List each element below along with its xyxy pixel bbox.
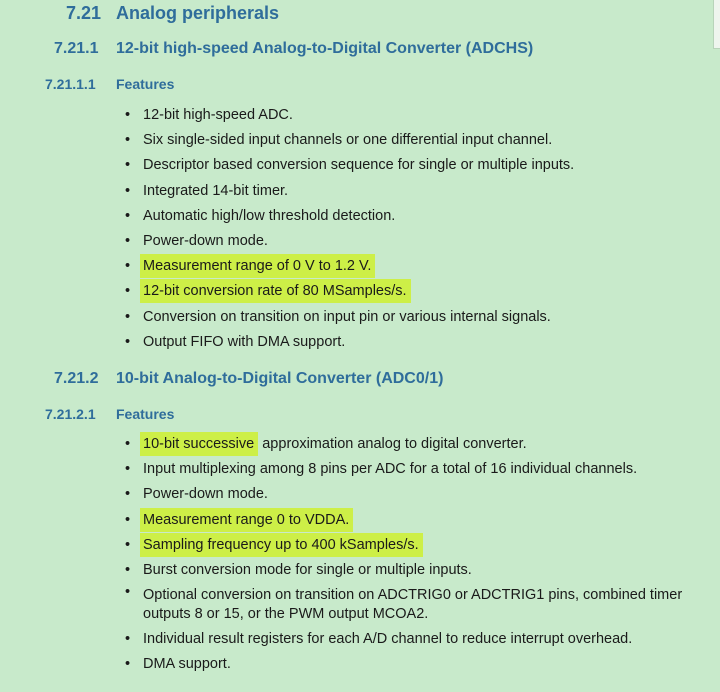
adchs-feature-list	[123, 103, 718, 355]
adchs-heading	[54, 39, 533, 59]
bullet-dot-icon: •	[125, 584, 131, 601]
adc01-features-heading	[45, 405, 174, 423]
feature-item	[123, 305, 718, 330]
highlighted-text: Sampling frequency up to 400 kSamples/s.	[140, 533, 423, 557]
bullet-dot-icon: •	[125, 461, 131, 478]
bullet-dot-icon: •	[125, 656, 131, 673]
section-number: 7.21	[66, 3, 102, 23]
feature-text: Integrated 14-bit timer.	[143, 182, 289, 199]
feature-item	[123, 583, 718, 627]
feature-text: DMA support.	[143, 656, 231, 673]
feature-item	[123, 229, 718, 254]
feature-item	[123, 432, 718, 457]
feature-item	[123, 128, 718, 153]
feature-text: Individual result registers for each A/D channel to reduce interrupt overhead.	[143, 631, 633, 648]
section-heading	[66, 2, 279, 24]
adchs-number: 7.21.1	[54, 40, 99, 57]
feature-item	[123, 330, 718, 355]
bullet-dot-icon: •	[125, 333, 131, 350]
highlighted-text: Measurement range 0 to VDDA.	[140, 508, 353, 532]
adc01-features-number: 7.21.2.1	[45, 406, 96, 422]
feature-item	[123, 533, 718, 558]
feature-item	[123, 558, 718, 583]
feature-text: Optional conversion on transition on ADCTRIG0 or ADCTRIG1 pins, combined timer outputs 8 or 15, or the PWM output MCOA2.	[143, 587, 683, 623]
feature-item	[123, 652, 718, 677]
feature-text: Output FIFO with DMA support.	[143, 333, 346, 350]
feature-text: Descriptor based conversion sequence for single or multiple inputs.	[143, 157, 575, 174]
feature-text: approximation analog to digital converter.	[258, 436, 527, 452]
adchs-title: 12-bit high-speed Analog-to-Digital Converter (ADCHS)	[116, 40, 534, 57]
bullet-dot-icon: •	[125, 132, 131, 149]
section-title: Analog peripherals	[116, 3, 280, 23]
feature-item	[123, 482, 718, 507]
feature-item	[123, 457, 718, 482]
bullet-dot-icon: •	[125, 631, 131, 648]
feature-item	[123, 254, 718, 279]
feature-item	[123, 627, 718, 652]
feature-item	[123, 279, 718, 304]
bullet-dot-icon: •	[125, 562, 131, 579]
adchs-features-number: 7.21.1.1	[45, 76, 96, 92]
feature-text: Automatic high/low threshold detection.	[143, 207, 396, 224]
bullet-dot-icon: •	[125, 233, 131, 250]
adc01-heading	[54, 369, 443, 389]
adc01-feature-list	[123, 432, 718, 678]
bullet-dot-icon: •	[125, 308, 131, 325]
bullet-dot-icon: •	[125, 107, 131, 123]
feature-text: Six single-sided input channels or one differential input channel.	[143, 132, 553, 149]
bullet-dot-icon: •	[125, 283, 131, 300]
highlighted-text: 10-bit successive	[140, 432, 258, 456]
feature-item	[123, 153, 718, 178]
highlighted-text: 12-bit conversion rate of 80 MSamples/s.	[140, 279, 411, 303]
adchs-features-title: Features	[116, 76, 175, 92]
feature-text: 12-bit high-speed ADC.	[143, 107, 293, 123]
bullet-dot-icon: •	[125, 436, 131, 452]
bullet-dot-icon: •	[125, 258, 131, 275]
adc01-features-title: Features	[116, 406, 175, 422]
bullet-dot-icon: •	[125, 182, 131, 199]
feature-item	[123, 204, 718, 229]
feature-item	[123, 103, 718, 128]
bullet-dot-icon: •	[125, 157, 131, 174]
feature-text: Conversion on transition on input pin or various internal signals.	[143, 308, 551, 325]
highlighted-text: Measurement range of 0 V to 1.2 V.	[140, 254, 375, 278]
feature-item	[123, 179, 718, 204]
bullet-dot-icon: •	[125, 536, 131, 553]
bullet-dot-icon: •	[125, 207, 131, 224]
adc01-title: 10-bit Analog-to-Digital Converter (ADC0/1)	[116, 370, 444, 387]
feature-item	[123, 508, 718, 533]
bullet-dot-icon: •	[125, 511, 131, 528]
bullet-dot-icon: •	[125, 486, 131, 503]
scrollbar[interactable]	[713, 0, 720, 49]
feature-text: Power-down mode.	[143, 233, 268, 250]
adc01-number: 7.21.2	[54, 370, 99, 387]
feature-text: Burst conversion mode for single or multiple inputs.	[143, 562, 472, 579]
adchs-features-heading	[45, 75, 174, 93]
feature-text: Input multiplexing among 8 pins per ADC for a total of 16 individual channels.	[143, 461, 638, 478]
feature-text: Power-down mode.	[143, 486, 268, 503]
